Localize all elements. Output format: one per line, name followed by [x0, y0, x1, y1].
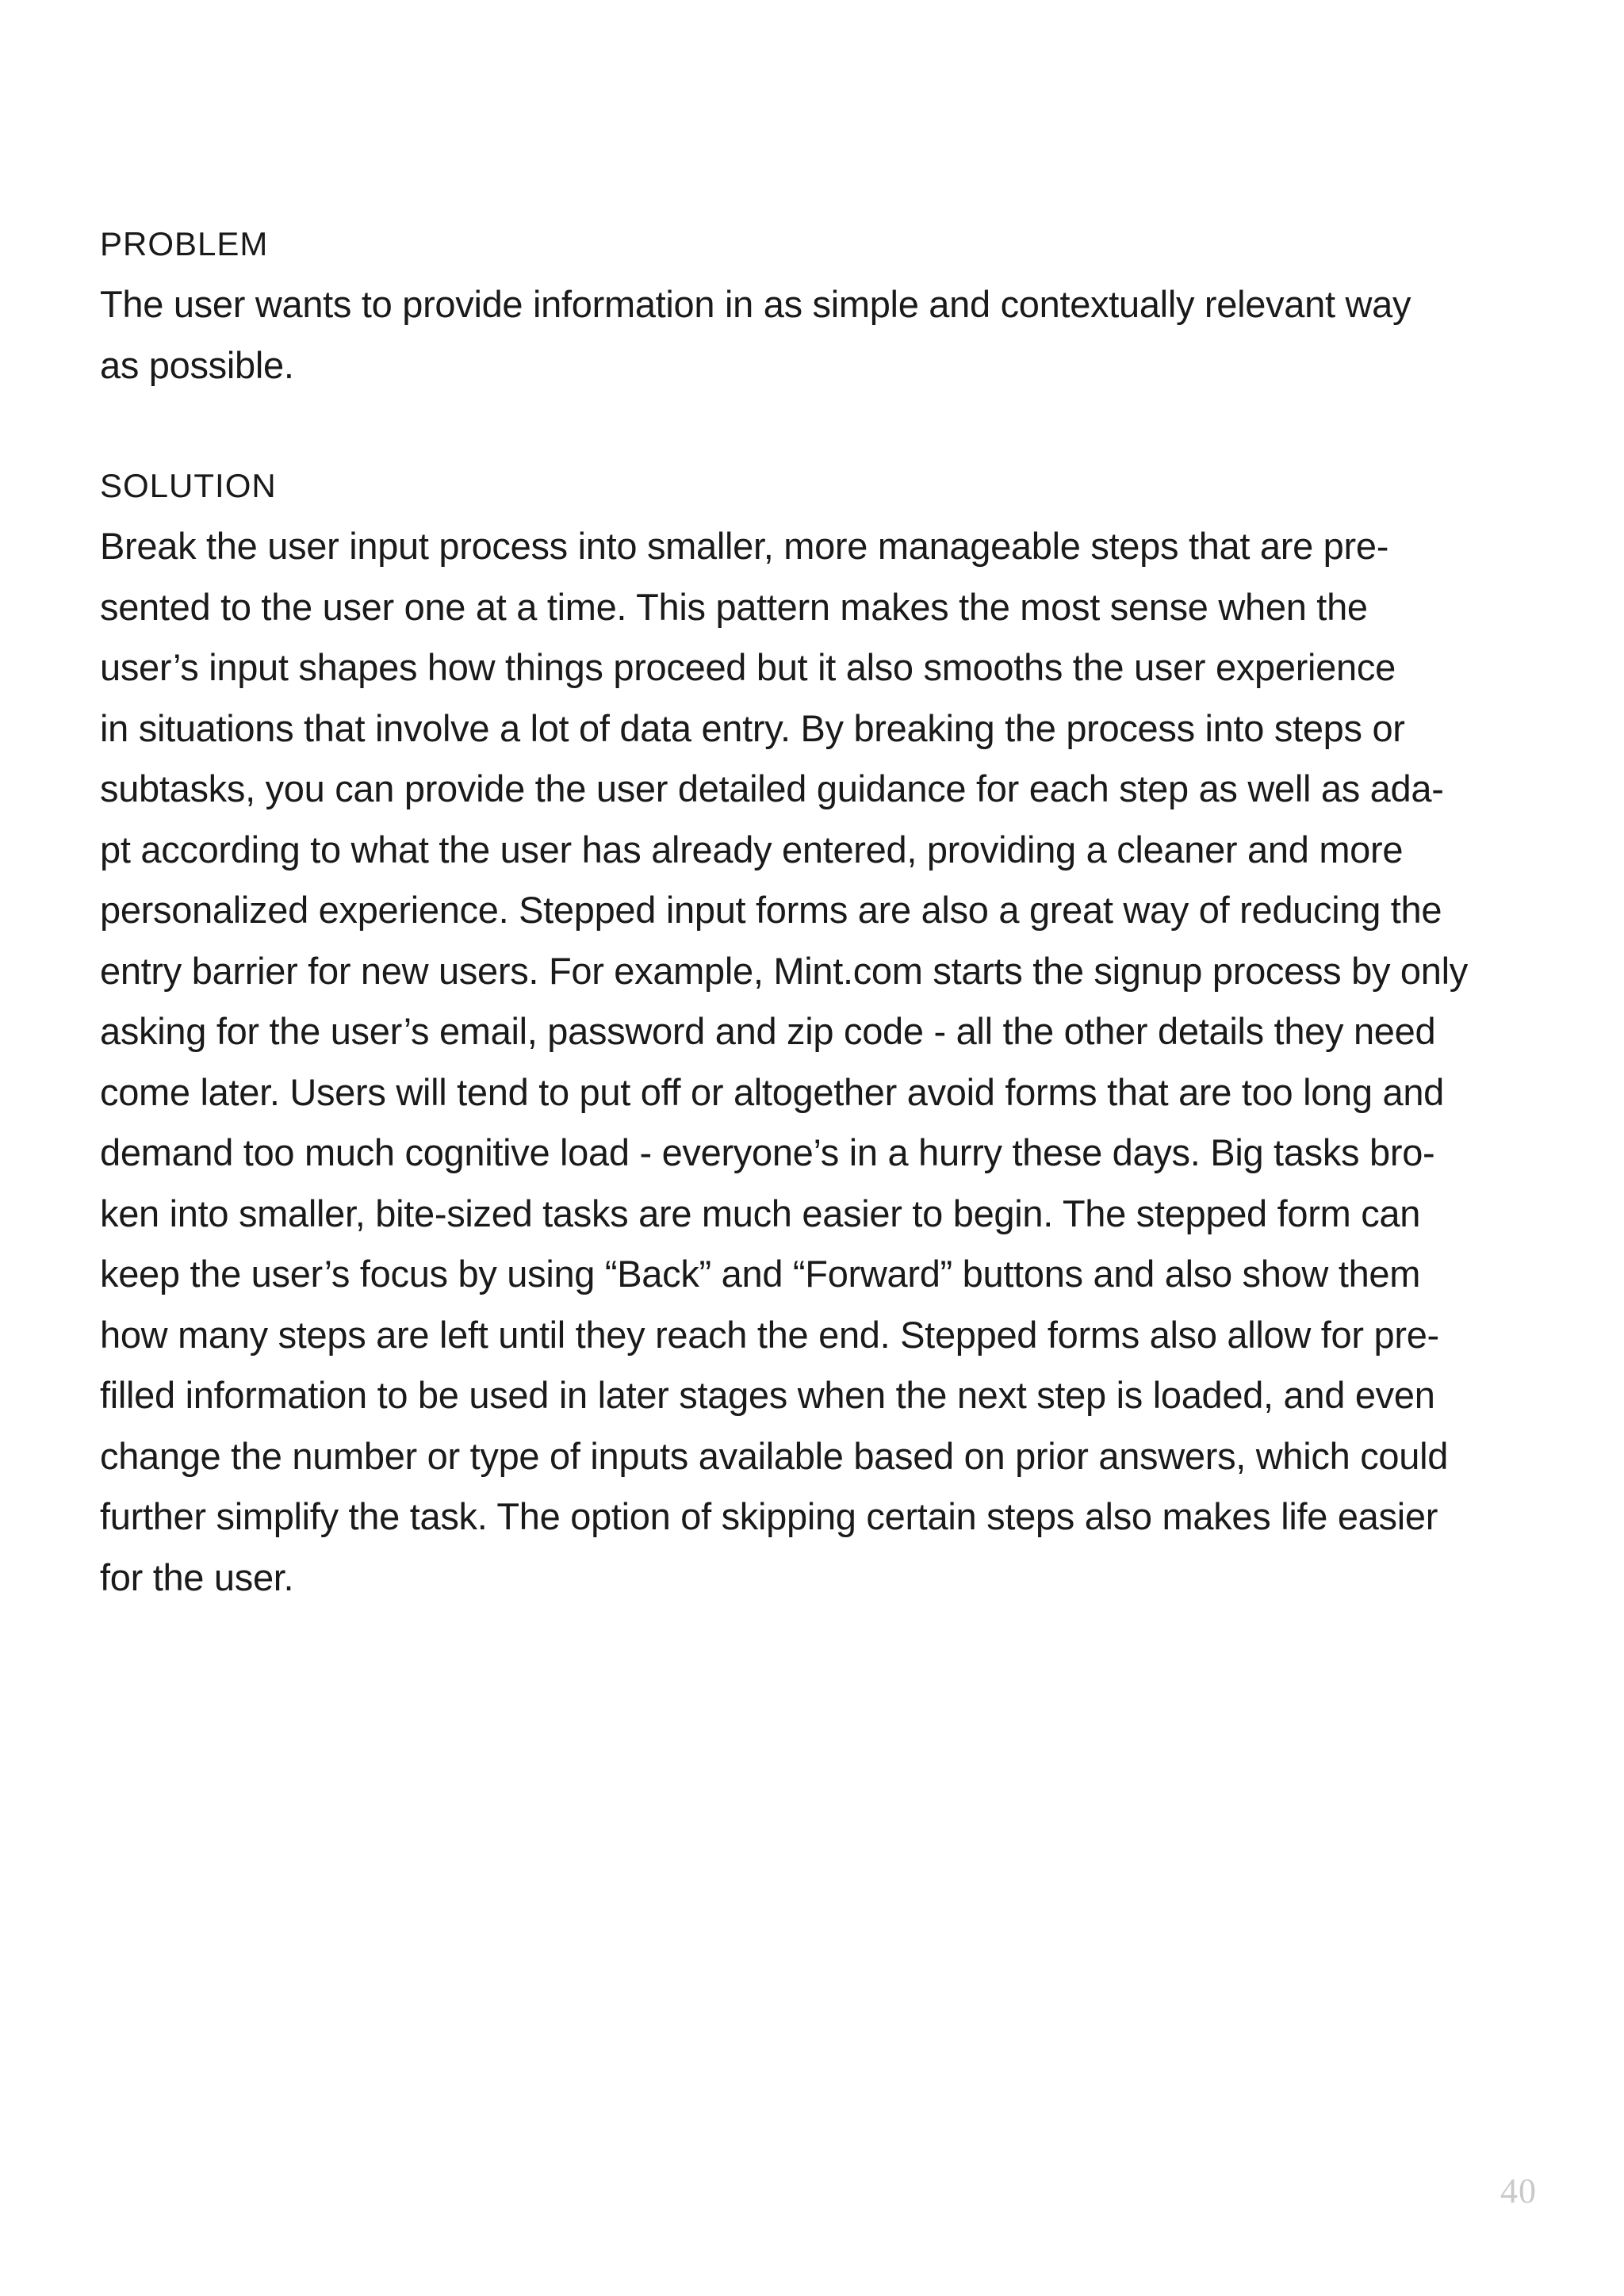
solution-line: demand too much cognitive load - everyone’s in a hurry these days. Big tasks bro- — [100, 1131, 1435, 1173]
solution-line: how many steps are left until they reach the end. Stepped forms also allow for pre- — [100, 1313, 1439, 1356]
solution-line: ken into smaller, bite-sized tasks are much easier to begin. The stepped form can — [100, 1192, 1421, 1234]
page-number: 40 — [1500, 2172, 1537, 2210]
solution-heading: SOLUTION — [100, 467, 277, 504]
solution-line: come later. Users will tend to put off or altogether avoid forms that are too long and — [100, 1070, 1445, 1113]
solution-line: personalized experience. Stepped input forms are also a great way of reducing the — [100, 889, 1442, 931]
problem-section — [100, 214, 1543, 396]
solution-line: entry barrier for new users. For example, Mint.com starts the signup process by only — [100, 949, 1468, 992]
solution-line: filled information to be used in later stages when the next step is loaded, and even — [100, 1374, 1435, 1416]
solution-line: keep the user’s focus by using “Back” and “Forward” buttons and also show them — [100, 1253, 1421, 1295]
solution-line: in situations that involve a lot of data entry. By breaking the process into steps or — [100, 706, 1405, 749]
solution-line: subtasks, you can provide the user detailed guidance for each step as well as ada- — [100, 767, 1444, 809]
solution-line: for the user. — [100, 1556, 294, 1598]
solution-line: change the number or type of inputs available based on prior answers, which could — [100, 1434, 1449, 1477]
solution-line: further simplify the task. The option of skipping certain steps also makes life easier — [100, 1495, 1438, 1537]
solution-line: sented to the user one at a time. This pattern makes the most sense when the — [100, 585, 1368, 628]
problem-text — [100, 274, 1543, 396]
solution-line: pt according to what the user has already entered, providing a cleaner and more — [100, 828, 1404, 871]
solution-text — [100, 516, 1543, 1608]
solution-line: Break the user input process into smaller, more manageable steps that are pre- — [100, 525, 1389, 567]
problem-line: as possible. — [100, 343, 294, 386]
problem-heading: PROBLEM — [100, 225, 269, 262]
solution-section — [100, 456, 1543, 1608]
document-page — [100, 214, 1543, 1608]
solution-line: user’s input shapes how things proceed but it also smooths the user experience — [100, 646, 1396, 688]
problem-line: The user wants to provide information in as simple and contextually relevant way — [100, 283, 1411, 325]
solution-line: asking for the user’s email, password and zip code - all the other details they need — [100, 1010, 1436, 1052]
